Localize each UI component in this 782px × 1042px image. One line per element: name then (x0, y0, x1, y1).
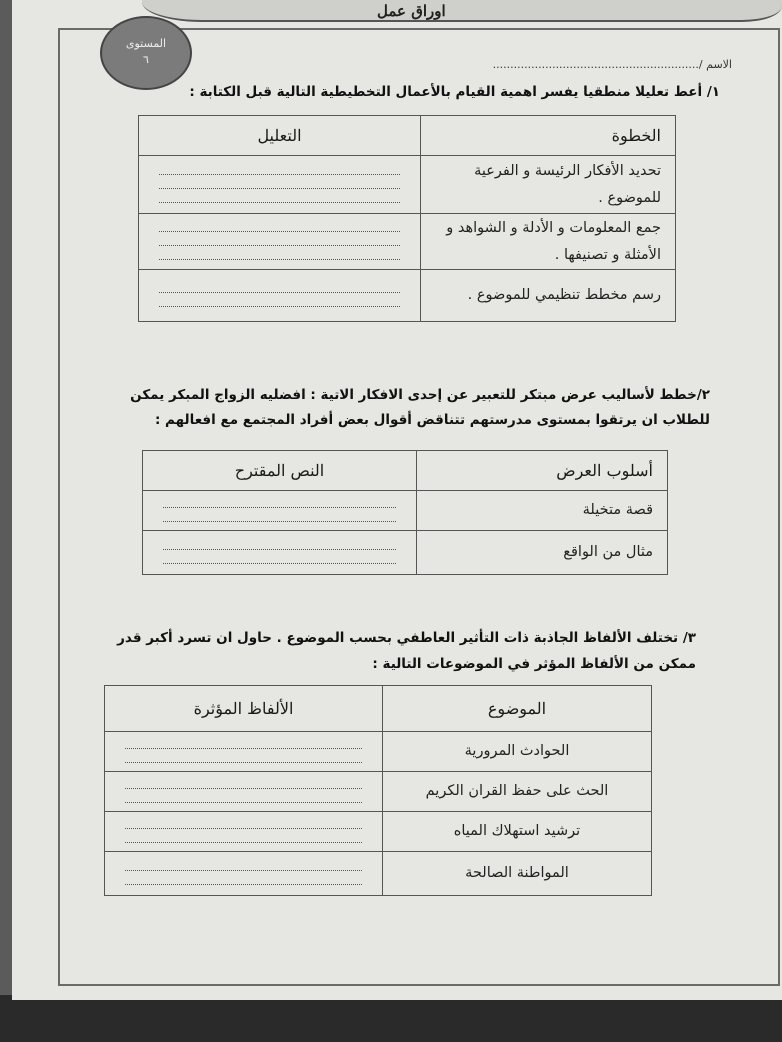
dotted-line (125, 754, 362, 763)
dotted-line (163, 541, 396, 550)
topic-cell: المواطنة الصالحة (383, 852, 652, 896)
dotted-line (159, 223, 400, 232)
words-answer-lines[interactable] (105, 812, 383, 852)
level-badge (100, 16, 192, 90)
level-label: المستوى (125, 37, 167, 50)
column-header-method: أسلوب العرض (417, 451, 668, 491)
dotted-line (125, 834, 362, 843)
words-answer-lines[interactable] (105, 852, 383, 896)
question-1-text: ١/ أعط تعليلا منطقيا يفسر اهمية القيام بالأعمال التخطيطية التالية قبل الكتابة : (189, 84, 720, 100)
dotted-line (125, 794, 362, 803)
method-cell: قصة متخيلة (417, 491, 668, 531)
student-name-field[interactable]: الاسم /........................................................... (492, 58, 732, 71)
background-bottom (0, 995, 782, 1042)
text-answer-lines[interactable] (143, 531, 417, 575)
topic-cell: الحوادث المرورية (383, 732, 652, 772)
column-header-topic: الموضوع (383, 686, 652, 732)
title-banner (142, 0, 782, 22)
dotted-line (163, 499, 396, 508)
dotted-line (159, 298, 400, 307)
topic-cell: ترشيد استهلاك المياه (383, 812, 652, 852)
words-answer-lines[interactable] (105, 772, 383, 812)
step-cell: رسم مخطط تنظيمي للموضوع . (421, 270, 676, 322)
question-3-table (104, 685, 652, 896)
column-header-reason: التعليل (139, 116, 421, 156)
dotted-line (125, 876, 362, 885)
topic-cell: الحث على حفظ القران الكريم (383, 772, 652, 812)
background-left (0, 0, 12, 1042)
question-3-text-line1: ٣/ تختلف الألفاظ الجاذبة ذات التأثير العاطفي بحسب الموضوع . حاول ان تسرد أكبر قدر (117, 630, 696, 646)
text-answer-lines[interactable] (143, 491, 417, 531)
reason-answer-lines[interactable] (139, 214, 421, 270)
dotted-line (159, 166, 400, 175)
dotted-line (163, 513, 396, 522)
dotted-line (159, 180, 400, 189)
reason-answer-lines[interactable] (139, 270, 421, 322)
question-2-table (142, 450, 668, 575)
step-cell: جمع المعلومات و الأدلة و الشواهد و الأمثلة و تصنيفها . (421, 214, 676, 270)
question-2-text-line2: للطلاب ان يرتقوا بمستوى مدرستهم تتناقض أقوال بعض أفراد المجتمع مع افعالهم : (154, 412, 710, 428)
question-3-text-line2: ممكن من الألفاظ المؤثر في الموضوعات التالية : (372, 656, 696, 672)
column-header-effective-words: الألفاظ المؤثرة (105, 686, 383, 732)
question-2-text-line1: ٢/خطط لأساليب عرض مبتكر للتعبير عن إحدى الافكار الاتية : افضليه الزواج المبكر يمكن (130, 387, 710, 403)
page-title: اوراق عمل (377, 2, 446, 20)
step-cell: تحديد الأفكار الرئيسة و الفرعية للموضوع . (421, 156, 676, 214)
dotted-line (163, 555, 396, 564)
column-header-suggested-text: النص المقترح (143, 451, 417, 491)
column-header-step: الخطوة (421, 116, 676, 156)
worksheet-page (12, 0, 782, 1000)
question-1-table (138, 115, 676, 322)
dotted-line (125, 740, 362, 749)
dotted-line (159, 194, 400, 203)
dotted-line (159, 284, 400, 293)
dotted-line (125, 820, 362, 829)
level-value: ٦ (143, 53, 149, 66)
method-cell: مثال من الواقع (417, 531, 668, 575)
reason-answer-lines[interactable] (139, 156, 421, 214)
words-answer-lines[interactable] (105, 732, 383, 772)
dotted-line (125, 862, 362, 871)
dotted-line (159, 251, 400, 260)
dotted-line (159, 237, 400, 246)
dotted-line (125, 780, 362, 789)
